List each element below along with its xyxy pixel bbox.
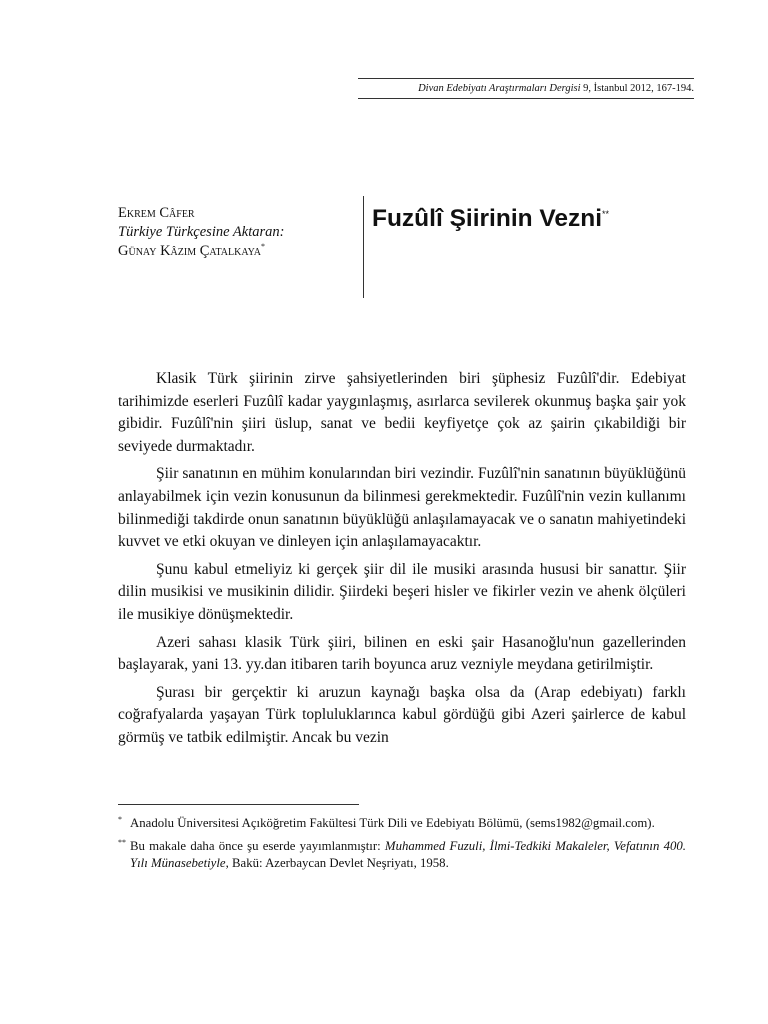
- author-block: [118, 204, 356, 261]
- article-title: [372, 201, 609, 237]
- translator-label: Türkiye Türkçesine Aktaran:: [118, 224, 285, 240]
- body-paragraph: Şunu kabul etmeliyiz ki gerçek şiir dil ile musiki arasında hususi bir sanattır. Şiir dilin musikisi ve musikinin dilidir. Şiirdeki beşeri hisler ve fikirler vezin ve ahenk ölçüleri ile musikiye dönüşmektedir.: [118, 560, 686, 623]
- footnote-2-source-title: Muhammed Fuzuli, İlmi-Tedkiki Makaleler, Vefatının 400. Yılı Münasebetiyle: [130, 838, 686, 870]
- journal-title: Divan Edebiyatı Araştırmaları Dergisi: [418, 83, 581, 94]
- footnote-1-mark: *: [118, 815, 122, 824]
- body-paragraph: Klasik Türk şiirinin zirve şahsiyetlerinden biri şüphesiz Fuzûlî'dir. Edebiyat tarihimizde eserleri Fuzûlî kadar yaygınlaşmış, asırlarca sevilerek okunmuş başka şair yok gibidir. Fuzûlî'nin şiiri üslup, sanat ve bedii keyfiyetçe çok az şairin çıkabildiği bir seviyede durmaktadır.: [118, 370, 686, 455]
- article-title-text: Fuzûlî Şiirinin Vezni: [372, 205, 603, 232]
- running-head: [358, 78, 694, 99]
- translator-name: Günay Kâzım Çatalkaya: [118, 243, 261, 259]
- footnote-2-mark: **: [118, 837, 126, 847]
- body-paragraph: Şiir sanatının en mühim konularından biri vezindir. Fuzûlî'nin sanatının büyüklüğünü anlayabilmek için vezin konusunun da bilinmesi gerekmektedir. Fuzûlî'nin vezin kullanımı bilinmediği takdirde onun sanatının büyüklüğü anlaşılamayacak ve o sanatın mahiyetindeki kuvvet ve etki okuyan ve dinleyen için anlaşılamayacaktır.: [118, 465, 686, 551]
- footnote-2-text-before: Bu makale daha önce şu eserde yayımlanmıştır:: [130, 838, 385, 853]
- footnotes: [118, 815, 686, 878]
- footnote-1: [118, 815, 686, 833]
- footnote-rule: [118, 804, 359, 805]
- footnote-2: [118, 838, 686, 873]
- body-paragraph: Azeri sahası klasik Türk şiiri, bilinen en eski şair Hasanoğlu'nun gazellerinden başlayarak, yani 13. yy.dan itibaren tarih boyunca aruz vezniyle meydana getirilmiştir.: [118, 633, 686, 674]
- footnote-2-text: [130, 838, 686, 873]
- footnote-1-text: Anadolu Üniversitesi Açıköğretim Fakültesi Türk Dili ve Edebiyatı Bölümü, (sems1982@gmail.com).: [130, 816, 655, 830]
- translator-line: [118, 242, 356, 261]
- body-paragraph: Şurası bir gerçektir ki aruzun kaynağı başka olsa da (Arap edebiyatı) farklı coğrafyalarda yaşayan Türk topluluklarınca kabul gördüğü gibi Azeri şairlerce de kabul görmüş ve tatbik edilmiştir. Ancak bu vezin: [118, 683, 686, 746]
- author-name: Ekrem Câfer: [118, 205, 195, 221]
- footnote-2-text-after: , Bakü: Azerbaycan Devlet Neşriyatı, 1958.: [225, 856, 449, 870]
- article-body: [118, 368, 686, 755]
- title-footnote-mark[interactable]: **: [602, 208, 610, 219]
- header-divider: [363, 196, 364, 298]
- translator-footnote-mark[interactable]: *: [261, 242, 265, 252]
- journal-details: 9, İstanbul 2012, 167-194.: [580, 83, 694, 94]
